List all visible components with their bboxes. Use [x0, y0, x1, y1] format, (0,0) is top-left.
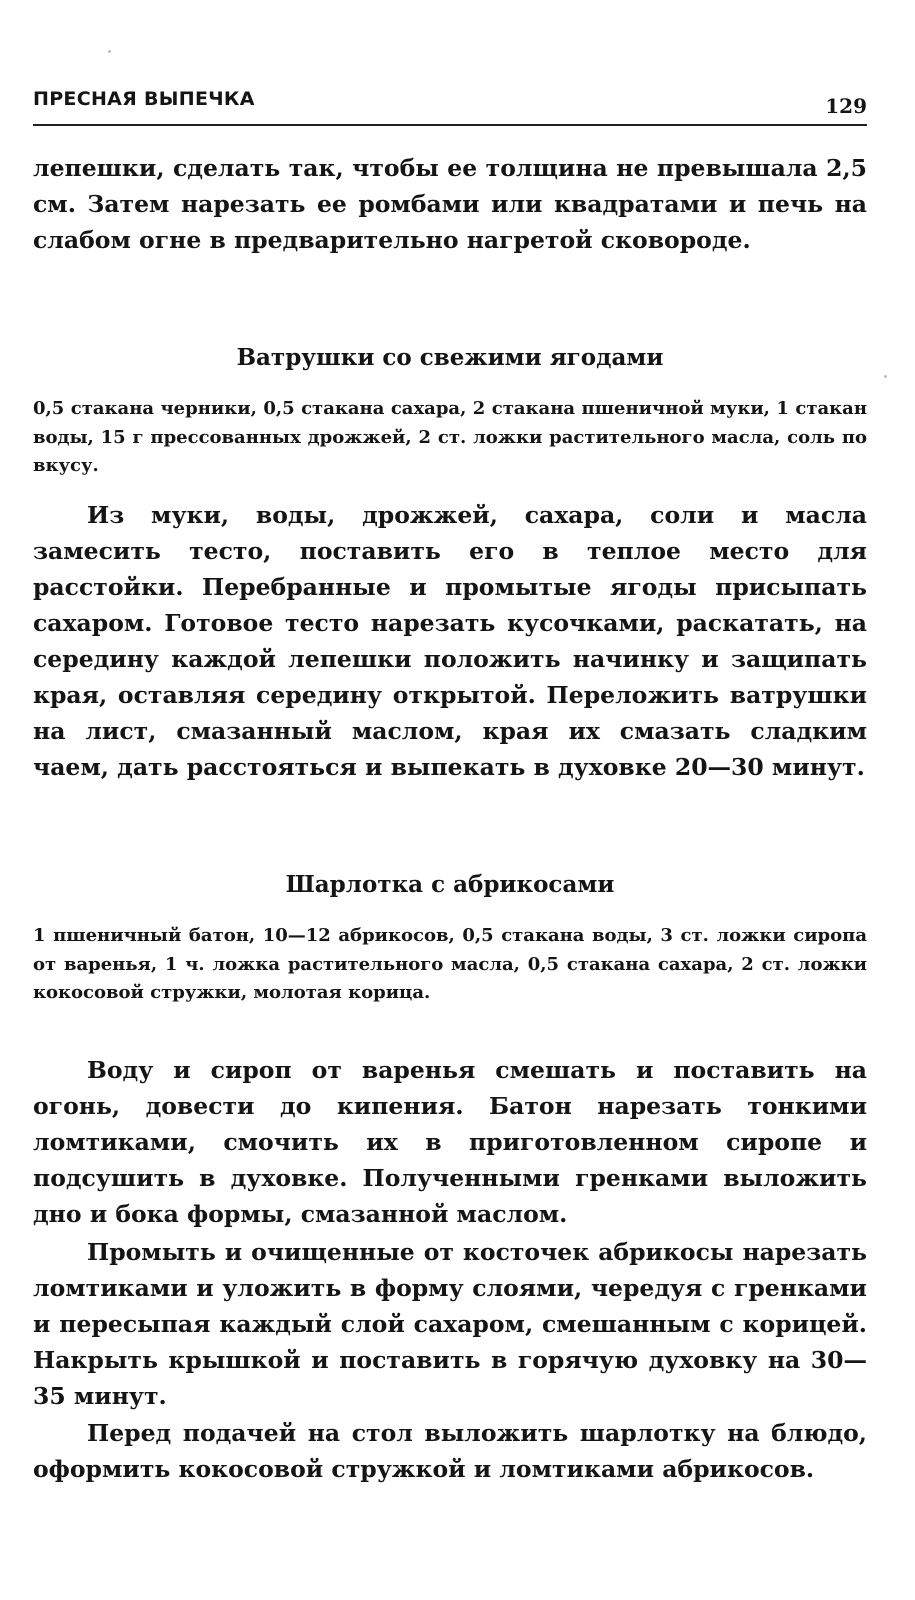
recipe-title-vatrushki: Ватрушки со свежими ягодами: [236, 344, 664, 371]
method-sharlotka-paragraph-3: Перед подачей на стол выложить шарлотку на блюдо, оформить кокосовой стружкой и ломтиками абрикосов.: [33, 1419, 867, 1483]
method-sharlotka-paragraph-2: Промыть и очищенные от косточек абрикосы нарезать ломтиками и уложить в форму слоями, чередуя с гренками и пересыпая каждый слой сахаром, смешанным с корицей. Накрыть крышкой и поставить в горячую духовку на 30—35 минут.: [33, 1238, 867, 1410]
intro-paragraph: лепешки, сделать так, чтобы ее толщина не превышала 2,5 см. Затем нарезать ее ромбами или квадратами и печь на слабом огне в предварительно нагретой сковороде.: [33, 154, 867, 254]
page-header: [33, 88, 867, 118]
scan-speck: [884, 375, 887, 378]
ingredients-vatrushki: 0,5 стакана черники, 0,5 стакана сахара, 2 стакана пшеничной муки, 1 стакан воды, 15 г прессованных дрожжей, 2 ст. ложки растительного масла, соль по вкусу.: [33, 398, 867, 476]
page-number: 129: [825, 94, 867, 118]
ingredients-sharlotka: 1 пшеничный батон, 10—12 абрикосов, 0,5 стакана воды, 3 ст. ложки сиропа от варенья, 1 ч. ложка растительного масла, 0,5 стакана сахара, 2 ст. ложки кокосовой стружки, молотая корица.: [33, 925, 867, 1003]
recipe-title-sharlotka: Шарлотка с абрикосами: [285, 871, 615, 898]
method-vatrushki-paragraph: Из муки, воды, дрожжей, сахара, соли и масла замесить тесто, поставить его в теплое место для расстойки. Перебранные и промытые ягоды присыпать сахаром. Готовое тесто нарезать кусочками, раскатать, на середину каждой лепешки положить начинку и защипать края, оставляя середину открытой. Переложить ватрушки на лист, смазанный маслом, края их смазать сладким чаем, дать расстояться и выпекать в духовке 20—30 минут.: [33, 501, 867, 781]
scan-speck: [108, 50, 111, 53]
method-sharlotka-paragraph-1: Воду и сироп от варенья смешать и поставить на огонь, довести до кипения. Батон нарезать тонкими ломтиками, смочить их в приготовленном сиропе и подсушить в духовке. Полученными гренками выложить дно и бока формы, смазанной маслом.: [33, 1056, 867, 1228]
book-page: [33, 0, 867, 1600]
header-rule: [33, 124, 867, 126]
running-title: ПРЕСНАЯ ВЫПЕЧКА: [33, 88, 255, 110]
